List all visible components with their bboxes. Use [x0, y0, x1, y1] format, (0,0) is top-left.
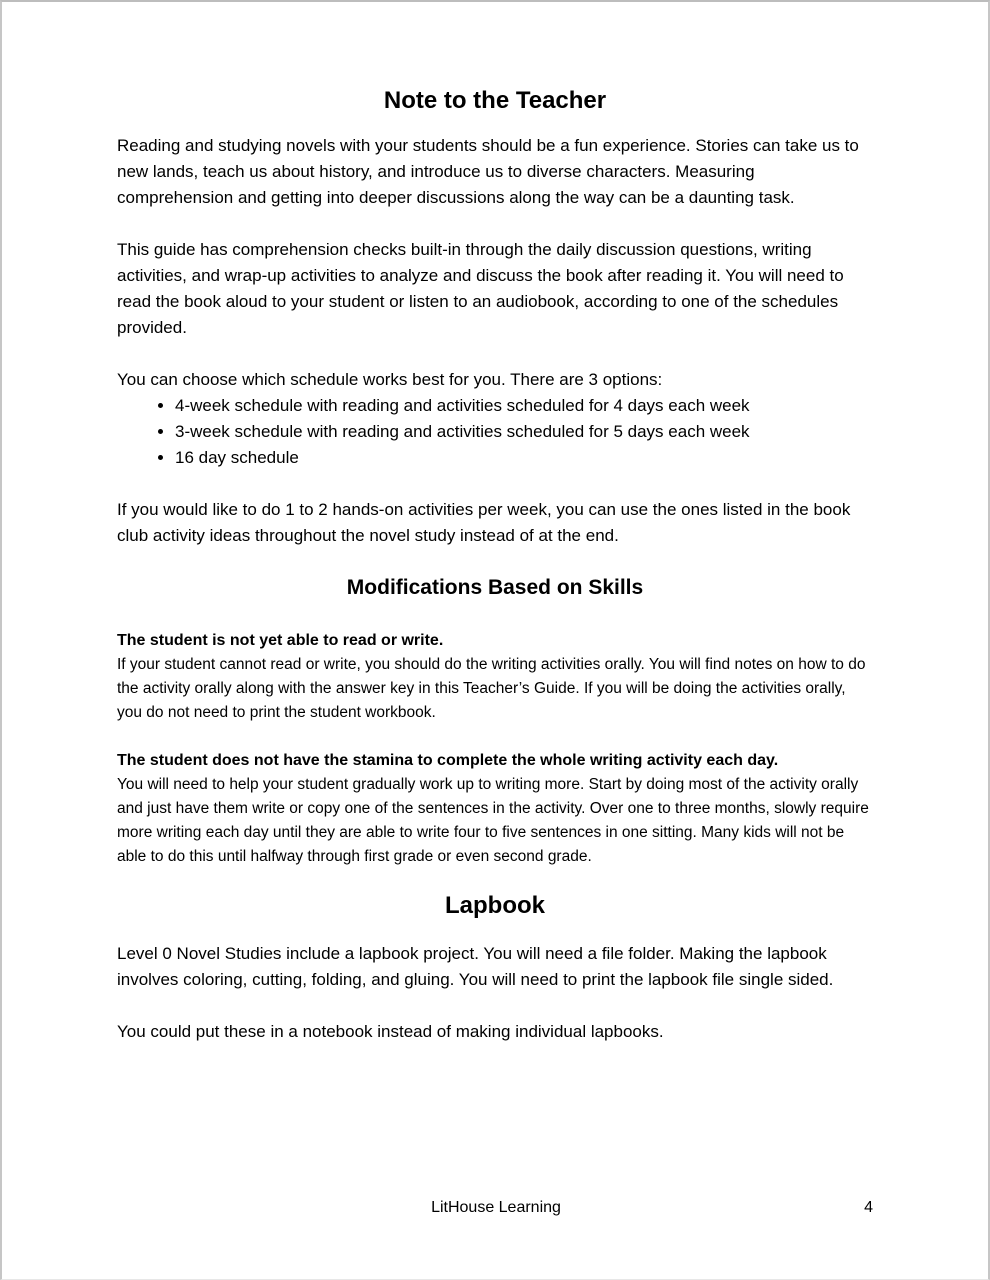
intro-paragraph: Reading and studying novels with your students should be a fun experience. Stories can take us to new lands, teach us about history, and introduce us to diverse characters. Measuring comprehension and getting into deeper discussions along the way can be a daunting task.	[117, 136, 859, 207]
page-number: 4	[864, 1199, 873, 1216]
lapbook-notebook-paragraph: You could put these in a notebook instead of making individual lapbooks.	[117, 1022, 664, 1041]
hands-on-paragraph: If you would like to do 1 to 2 hands-on activities per week, you can use the ones listed in the book club activity ideas throughout the novel study instead of at the end.	[117, 500, 851, 545]
comprehension-paragraph: This guide has comprehension checks built-in through the daily discussion questions, writing activities, and wrap-up activities to analyze and discuss the book after reading it. You will need to read the book aloud to your student or listen to an audiobook, according to one of the schedules provided.	[117, 240, 844, 337]
modification-body-read-write: If your student cannot read or write, you should do the writing activities orally. You will find notes on how to do the activity orally along with the answer key in this Teacher’s Guide. If you will be doing the activities orally, you do not need to print the student workbook.	[117, 656, 866, 721]
footer	[119, 1198, 873, 1218]
section-heading-lapbook: Lapbook	[445, 892, 545, 919]
modification-body-stamina: You will need to help your student gradually work up to writing more. Start by doing most of the activity orally and just have them write or copy one of the sentences in the activity. Over one to three months, slowly require more writing each day until they are able to write four to five sentences in one sitting. Many kids will not be able to do this until halfway through first grade or even second grade.	[117, 776, 869, 865]
list-item-schedule-4week: • 4-week schedule with reading and activities scheduled for 4 days each week	[175, 393, 873, 419]
list-item-schedule-16day: • 16 day schedule	[175, 445, 873, 471]
modification-subheading-stamina: The student does not have the stamina to complete the whole writing activity each day.	[117, 752, 779, 769]
schedule-options-intro: You can choose which schedule works best for you. There are 3 options:	[117, 370, 663, 389]
lapbook-paragraph: Level 0 Novel Studies include a lapbook project. You will need a file folder. Making the lapbook involves coloring, cutting, folding, and gluing. You will need to print the lapbook file single sided.	[117, 944, 834, 989]
page-title: Note to the Teacher	[383, 87, 607, 114]
schedule-options-list	[117, 393, 873, 471]
modification-subheading-read-write: The student is not yet able to read or write.	[117, 632, 444, 649]
footer-brand: LitHouse Learning	[431, 1199, 561, 1216]
list-item-schedule-3week: • 3-week schedule with reading and activities scheduled for 5 days each week	[175, 419, 873, 445]
page-content	[2, 2, 988, 1045]
section-heading-modifications: Modifications Based on Skills	[346, 576, 644, 599]
